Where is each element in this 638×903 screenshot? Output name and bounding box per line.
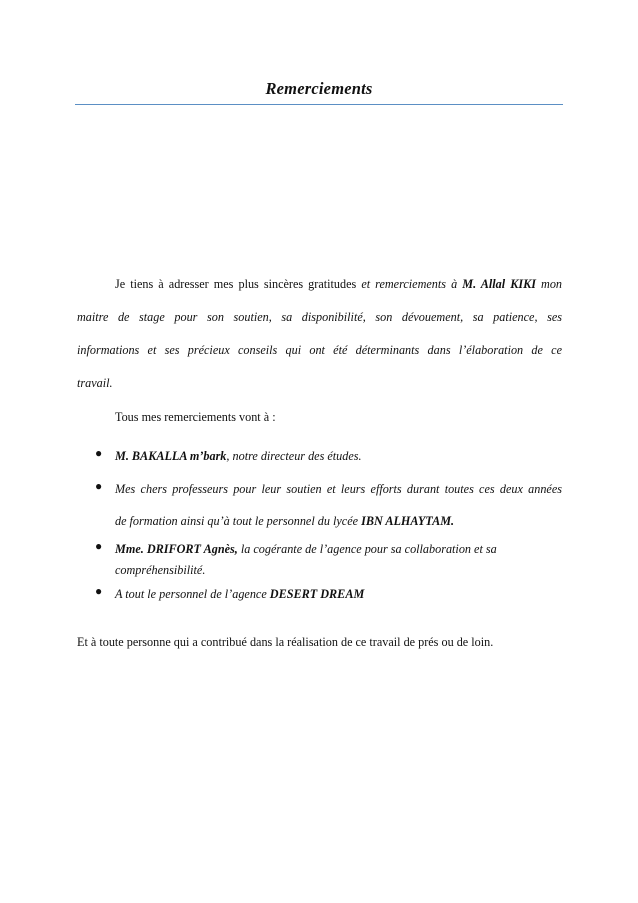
bullet-item-cogerante-line-2: compréhensibilité. <box>115 563 206 577</box>
agency-name: DESERT DREAM <box>269 587 365 601</box>
title-underline <box>75 104 563 105</box>
director-role: , notre directeur des études. <box>226 449 362 463</box>
intro-line-4: travail. <box>77 376 113 390</box>
closing-sentence: Et à toute personne qui a contribué dans la réalisation de ce travail de prés ou de loin. <box>77 635 494 649</box>
intro-text-italic-end: mon <box>535 277 563 291</box>
school-name: IBN ALHAYTAM. <box>361 514 455 528</box>
bullet-dot-icon: ● <box>95 446 103 460</box>
cogerante-role: la cogérante de l’agence pour sa collaboration et sa <box>237 542 497 556</box>
bullet-dot-icon: ● <box>95 539 103 553</box>
intro-line-3: informations et ses précieux conseils qui ont été déterminants dans l’élaboration de ce <box>77 343 562 357</box>
bullet-item-professors-line-2 <box>115 514 454 529</box>
bullet-item-agency-staff <box>115 587 364 602</box>
bullet-item-cogerante-line-1 <box>115 542 497 557</box>
intro-line-2: maitre de stage pour son soutien, sa disponibilité, son dévouement, sa patience, ses <box>77 310 562 324</box>
agency-staff-text: A tout le personnel de l’agence <box>115 587 270 601</box>
bullet-dot-icon: ● <box>95 479 103 493</box>
bullet-item-director <box>115 449 362 464</box>
professors-text: de formation ainsi qu’à tout le personnel du lycée <box>115 514 362 528</box>
intro-text-regular: Je tiens à adresser mes plus sincères gratitudes <box>115 277 362 291</box>
director-name: M. BAKALLA m’bark <box>115 449 227 463</box>
bullet-dot-icon: ● <box>95 584 103 598</box>
intro-line-1 <box>115 277 562 292</box>
cogerante-name: Mme. DRIFORT Agnès, <box>115 542 238 556</box>
intro-text-italic: et remerciements à <box>361 277 463 291</box>
bullet-item-professors-line-1: Mes chers professeurs pour leur soutien et leurs efforts durant toutes ces deux années <box>115 482 562 496</box>
supervisor-name: M. Allal KIKI <box>462 277 536 291</box>
page-title: Remerciements <box>265 79 373 98</box>
thanks-lead: Tous mes remerciements vont à : <box>115 410 276 424</box>
